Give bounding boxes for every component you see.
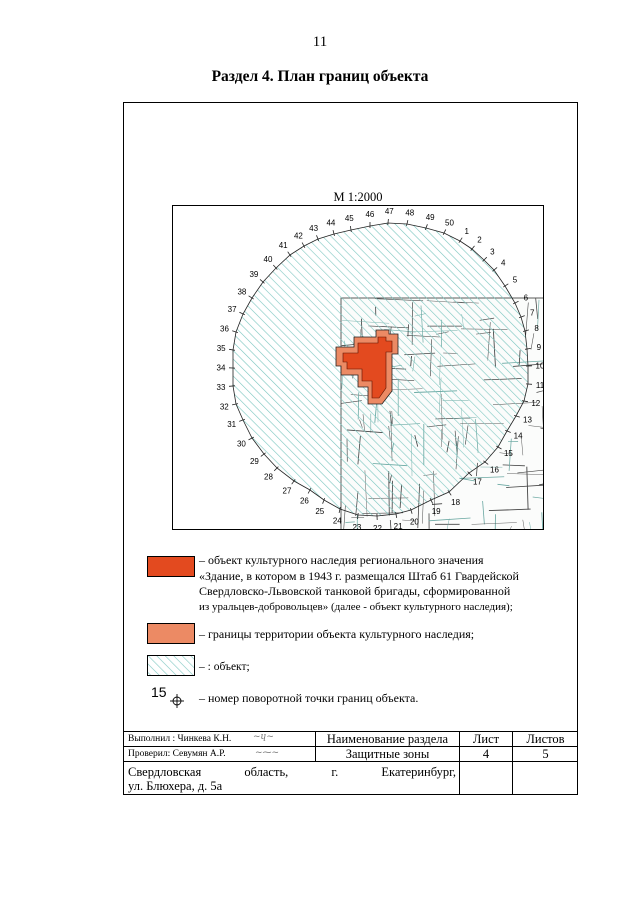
boundary-point-label: 20 (409, 517, 419, 527)
boundary-point-label: 42 (293, 231, 303, 241)
legend-swatch-territory (147, 623, 195, 644)
sheets-total: 5 (542, 747, 549, 761)
boundary-point-label: 24 (332, 516, 342, 526)
crosshair-marker-icon (170, 694, 184, 708)
boundary-point-label: 44 (326, 218, 336, 228)
boundary-point-label: 37 (227, 304, 237, 314)
section-name-header: Наименование раздела (326, 732, 449, 746)
boundary-point-label: 7 (529, 308, 535, 318)
address-line-2: ул. Блюхера, д. 5а (128, 779, 223, 793)
boundary-point-label: 28 (264, 472, 273, 482)
address-part: г. (331, 765, 339, 779)
legend-heritage-object (199, 553, 519, 615)
sheet-header: Лист (472, 732, 500, 746)
boundary-map (172, 205, 544, 530)
legend-point-caption: – номер поворотной точки границ объекта. (199, 691, 419, 705)
address-part: Свердловская (128, 765, 202, 779)
boundary-point-label: 27 (282, 486, 292, 496)
legend-heritage-line: «Здание, в котором в 1943 г. размещался Штаб 61 Гвардейской (199, 568, 519, 583)
boundary-point-label: 11 (535, 380, 545, 390)
boundary-point-label: 13 (523, 415, 532, 425)
boundary-point-label: 41 (278, 241, 288, 251)
boundary-point-label: 49 (425, 212, 435, 222)
legend-heritage-line: – объект культурного наследия регионального значения (199, 553, 484, 567)
checker-signature: ~⁓~ (255, 748, 280, 758)
boundary-point-label: 46 (365, 210, 375, 219)
map-canvas (173, 206, 544, 530)
boundary-point-label: 34 (216, 363, 226, 373)
boundary-point-label: 39 (249, 270, 259, 280)
boundary-point-label: 5 (512, 275, 518, 285)
map-scale: М 1:2000 (333, 190, 383, 204)
hatch-sample-icon (148, 656, 194, 675)
boundary-point-label: 33 (216, 383, 226, 392)
boundary-point-label: 14 (513, 431, 523, 441)
boundary-point-label: 47 (384, 207, 394, 217)
boundary-point-label: 29 (249, 457, 259, 467)
legend-heritage-line: Свердловско-Львовской танковой бригады, сформированной (199, 584, 511, 598)
boundary-point-tick (229, 386, 235, 387)
boundary-point-label: 16 (490, 465, 499, 475)
section-name: Защитные зоны (345, 747, 430, 761)
boundary-point-label: 40 (263, 255, 273, 265)
boundary-point-label: 18 (451, 498, 461, 507)
boundary-point-label: 30 (236, 439, 246, 449)
boundary-point-label: 8 (534, 323, 539, 333)
boundary-point-label: 1 (464, 227, 469, 236)
legend-swatch-object (147, 655, 195, 676)
performed-by: Выполнил : Чинкева К.Н. (128, 734, 232, 744)
sheet-number: 4 (482, 747, 490, 761)
legend-object: – : объект; (199, 661, 250, 673)
page-title: Раздел 4. План границ объекта (211, 68, 429, 85)
address-line-1 (128, 765, 456, 780)
legend-heritage-line: из уральцев-добровольцев» (далее - объект культурного наследия); (199, 600, 513, 613)
page-number: 11 (312, 34, 328, 50)
boundary-point-label: 22 (373, 524, 382, 531)
boundary-point-label: 35 (216, 343, 226, 353)
boundary-point-label: 50 (445, 218, 454, 228)
boundary-point-label: 12 (531, 399, 541, 409)
boundary-point-label: 43 (309, 223, 319, 233)
boundary-point-label: 6 (523, 293, 529, 303)
boundary-point-label: 4 (500, 258, 506, 268)
sheets-header: Листов (526, 732, 565, 746)
boundary-point-label: 45 (344, 214, 354, 224)
boundary-point-label: 25 (315, 507, 325, 517)
boundary-point-label: 2 (477, 235, 482, 245)
boundary-point-label: 48 (405, 208, 415, 218)
legend-point-number-sample: 15 (151, 684, 167, 700)
performer-signature: ~ɥ~ (253, 732, 274, 742)
boundary-point-label: 21 (393, 521, 403, 531)
boundary-point-label: 3 (490, 247, 495, 257)
boundary-point-label: 23 (352, 522, 362, 531)
address-part: Екатеринбург, (381, 765, 456, 779)
boundary-point-label: 32 (219, 402, 229, 412)
boundary-point-label: 19 (431, 506, 441, 516)
boundary-point-label: 38 (237, 287, 247, 297)
boundary-point-label: 9 (536, 343, 542, 353)
cadastral-line (544, 302, 545, 347)
legend-swatch-heritage-object (147, 556, 195, 577)
boundary-point-label: 26 (299, 496, 309, 506)
boundary-point-label: 15 (503, 449, 513, 458)
address-part: область, (244, 765, 289, 779)
legend-territory: – границы территории объекта культурного наследия; (199, 627, 475, 641)
boundary-point-label: 31 (227, 420, 237, 430)
boundary-point-label: 36 (220, 324, 229, 334)
boundary-point-label: 17 (472, 477, 482, 487)
boundary-point-label: 10 (535, 361, 545, 371)
checked-by: Проверил: Севумян А.Р. (128, 749, 226, 759)
